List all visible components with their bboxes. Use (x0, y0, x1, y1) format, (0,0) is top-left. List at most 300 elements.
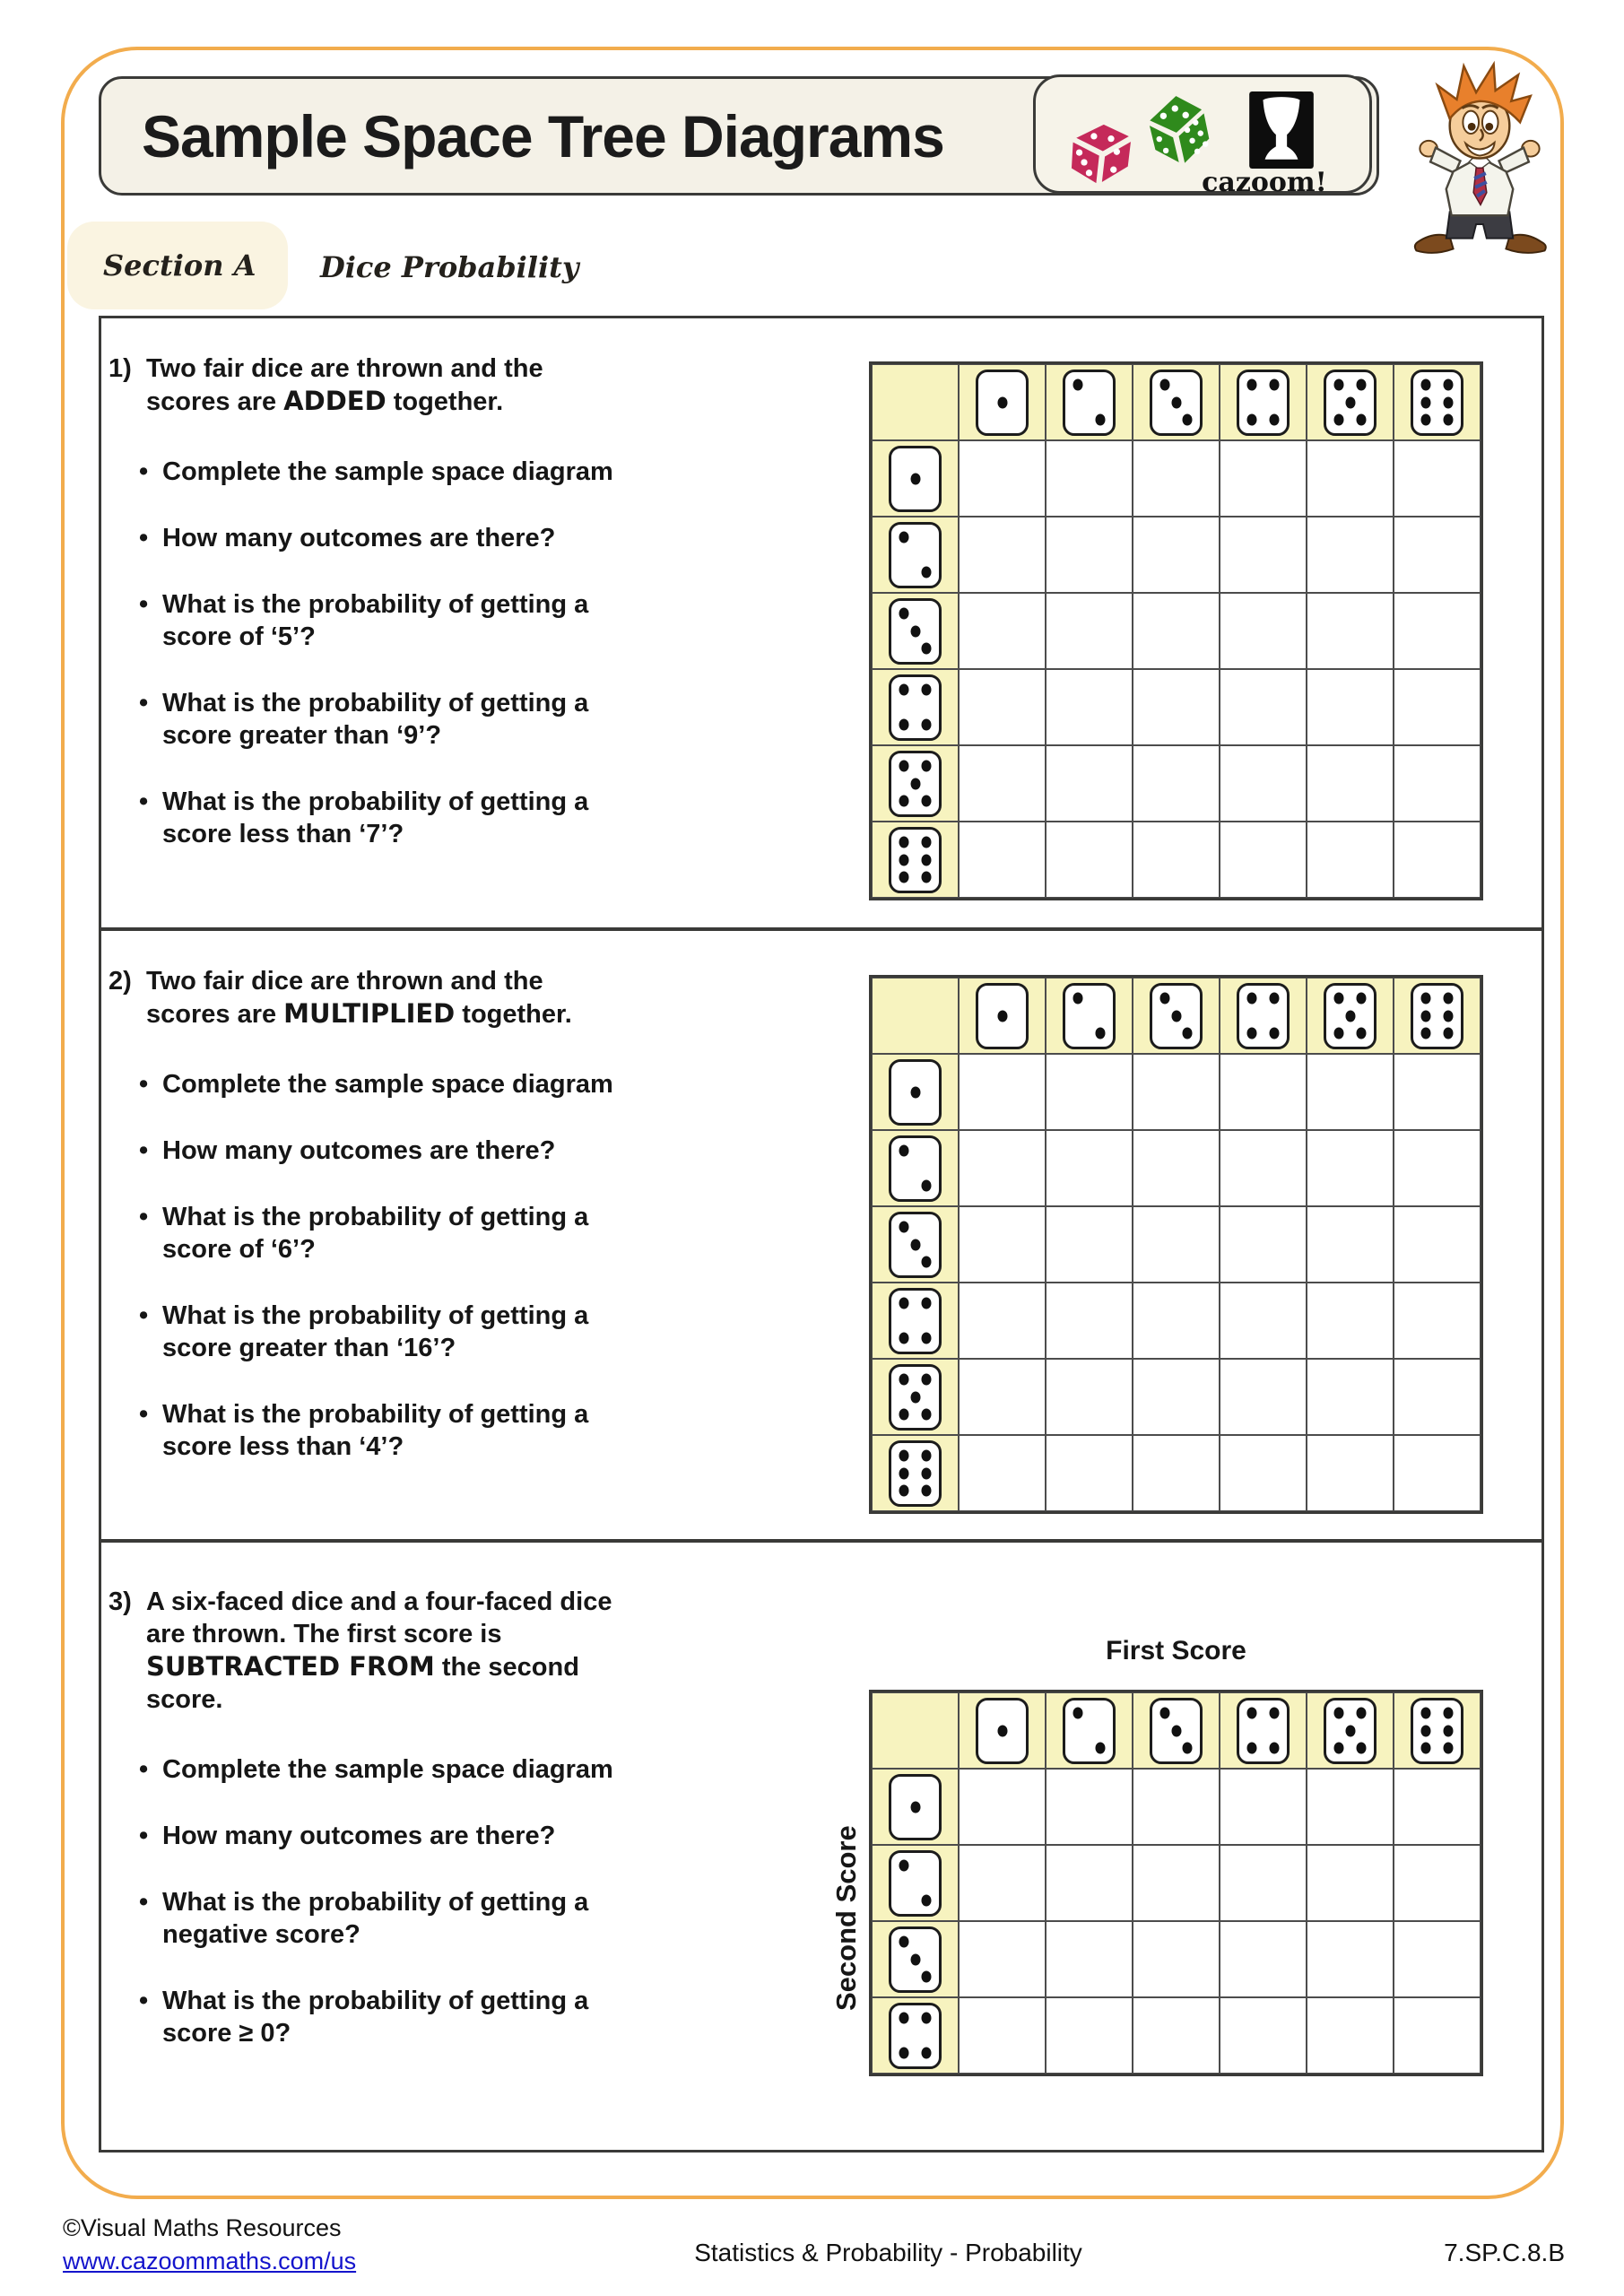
die-face-6 (1411, 983, 1463, 1049)
die-face-2 (1063, 1698, 1116, 1764)
question-text (109, 965, 656, 1497)
die-face-1 (976, 1698, 1029, 1764)
grid-answer-cell (1307, 1921, 1394, 1997)
footer-link[interactable]: www.cazoommaths.com/us (63, 2248, 357, 2274)
grid-answer-cell (959, 669, 1046, 745)
die-face-4 (889, 1288, 942, 1354)
grid-answer-cell (1046, 1769, 1133, 1845)
die-face-3 (1150, 370, 1203, 436)
die-pip (921, 642, 931, 654)
die-pip (899, 684, 909, 696)
grid-answer-cell (1046, 1997, 1133, 2074)
grid-answer-cell (1046, 1283, 1133, 1359)
grid-answer-cell (1046, 745, 1133, 822)
question-3 (101, 1543, 1541, 2150)
grid-answer-cell (1307, 1997, 1394, 2074)
die-pip (1269, 1742, 1279, 1753)
grid-answer-cell (1220, 1130, 1307, 1206)
die-pip (899, 1298, 909, 1309)
bullet-item: • What is the probability of getting a score ≥ 0? (137, 1985, 626, 2049)
die-pip (1182, 1027, 1192, 1039)
die-pip (899, 1408, 909, 1420)
grid-answer-cell (959, 1130, 1046, 1206)
grid-row-header-cell (872, 1845, 959, 1921)
grid-answer-cell (959, 1359, 1046, 1435)
grid-col-header-cell (1133, 364, 1220, 440)
die-pip (1095, 1027, 1105, 1039)
grid-answer-cell (1133, 745, 1220, 822)
die-face-3 (889, 1212, 942, 1278)
grid-answer-cell (1046, 1130, 1133, 1206)
die-pip (1160, 379, 1170, 391)
die-pip (1345, 1725, 1355, 1736)
grid-col-header-cell (1307, 364, 1394, 440)
question-stem: A six-faced dice and a four-faced dice are thrown. The first score is SUBTRACTED FROM the second score. (146, 1587, 612, 1714)
sample-space-table (869, 1690, 1483, 2076)
grid-answer-cell (1133, 1054, 1220, 1130)
die-pip (921, 1332, 931, 1344)
die-pip (1421, 1708, 1431, 1719)
die-pip (1247, 1708, 1257, 1719)
sample-space-grid-1 (869, 361, 1483, 900)
die-face-5 (1324, 1698, 1376, 1764)
grid-row-header-cell (872, 440, 959, 517)
grid-answer-cell (1046, 440, 1133, 517)
question-stem: Two fair dice are thrown and the scores are MULTIPLIED together. (146, 967, 572, 1029)
grid-answer-cell (1307, 745, 1394, 822)
sample-space-grid-3 (869, 1690, 1483, 2076)
die-pip (1443, 1027, 1453, 1039)
die-face-2 (889, 1850, 942, 1917)
bullet-item: • Complete the sample space diagram (137, 456, 626, 488)
die-pip (997, 396, 1007, 408)
die-pip (921, 1970, 931, 1982)
grid-row-header-cell (872, 669, 959, 745)
grid-answer-cell (959, 1206, 1046, 1283)
die-pip (910, 778, 920, 789)
green-die-icon (1136, 84, 1219, 174)
grid-answer-cell (1133, 1435, 1220, 1511)
die-pip (899, 1936, 909, 1948)
grid-answer-cell (959, 517, 1046, 593)
die-face-4 (1237, 983, 1290, 1049)
die-face-2 (889, 522, 942, 588)
die-pip (910, 473, 920, 484)
grid-answer-cell (1220, 745, 1307, 822)
section-label: Section A (103, 248, 256, 283)
grid-answer-cell (1394, 440, 1481, 517)
bullet-item: • Complete the sample space diagram (137, 1753, 626, 1786)
question-stem: Two fair dice are thrown and the scores are ADDED together. (146, 354, 543, 416)
grid-col-header-cell (1046, 1692, 1133, 1769)
die-face-1 (889, 1059, 942, 1126)
grid-answer-cell (1394, 822, 1481, 898)
die-face-6 (889, 1440, 942, 1507)
grid-answer-cell (1220, 1054, 1307, 1130)
die-face-5 (889, 751, 942, 817)
grid-answer-cell (959, 1997, 1046, 2074)
die-pip (1160, 1708, 1170, 1719)
grid-row-header-cell (872, 593, 959, 669)
grid-answer-cell (1394, 1054, 1481, 1130)
question-bullets (137, 1753, 626, 2049)
bullet-item: • What is the probability of getting a score greater than ‘16’? (137, 1300, 626, 1364)
die-pip (1443, 1010, 1453, 1022)
die-pip (1421, 1010, 1431, 1022)
grid-col-header-cell (959, 1692, 1046, 1769)
die-pip (921, 684, 931, 696)
die-face-4 (1237, 1698, 1290, 1764)
grid-answer-cell (1220, 822, 1307, 898)
die-pip (1334, 1742, 1344, 1753)
die-pip (1182, 1742, 1192, 1753)
die-pip (899, 1222, 909, 1233)
die-pip (1356, 379, 1366, 391)
die-face-2 (1063, 983, 1116, 1049)
die-pip (1334, 413, 1344, 425)
grid-answer-cell (1133, 1206, 1220, 1283)
die-pip (1269, 1708, 1279, 1719)
die-pip (921, 566, 931, 578)
die-pip (1247, 993, 1257, 1004)
question-bullets (137, 456, 626, 850)
grid-answer-cell (1394, 1769, 1481, 1845)
grid-answer-cell (959, 1283, 1046, 1359)
grid-answer-cell (1046, 1359, 1133, 1435)
grid-col-header-cell (1220, 364, 1307, 440)
grid-answer-cell (1133, 1283, 1220, 1359)
die-pip (1334, 1027, 1344, 1039)
die-pip (921, 1374, 931, 1386)
page-title: Sample Space Tree Diagrams (142, 102, 944, 170)
grid-answer-cell (1307, 669, 1394, 745)
question-bullets (137, 1068, 626, 1463)
questions-panel (99, 316, 1544, 2152)
grid-answer-cell (1394, 1206, 1481, 1283)
grid-answer-cell (1220, 1997, 1307, 2074)
grid-answer-cell (1133, 517, 1220, 593)
grid-answer-cell (1046, 1435, 1133, 1511)
die-pip (899, 871, 909, 883)
die-face-3 (1150, 1698, 1203, 1764)
grid-col-header-cell (1220, 1692, 1307, 1769)
grid-answer-cell (1307, 1206, 1394, 1283)
grid-answer-cell (1133, 822, 1220, 898)
grid-answer-cell (1133, 1845, 1220, 1921)
grid-answer-cell (959, 1054, 1046, 1130)
bullet-item: • What is the probability of getting a score greater than ‘9’? (137, 687, 626, 752)
grid-answer-cell (1394, 517, 1481, 593)
grid-col-header-cell (1220, 978, 1307, 1054)
grid-row-header-cell (872, 1997, 959, 2074)
grid-answer-cell (1220, 1206, 1307, 1283)
die-pip (1421, 993, 1431, 1004)
die-pip (1421, 1742, 1431, 1753)
die-pip (899, 718, 909, 730)
grid-row-header-cell (872, 1130, 959, 1206)
die-face-3 (1150, 983, 1203, 1049)
die-pip (921, 2047, 931, 2058)
die-face-1 (976, 983, 1029, 1049)
grid-answer-cell (1394, 593, 1481, 669)
die-pip (1073, 379, 1083, 391)
die-pip (1095, 1742, 1105, 1753)
question-number: 1) (109, 354, 132, 383)
die-pip (921, 854, 931, 865)
grid-answer-cell (1133, 1921, 1220, 1997)
grid-answer-cell (959, 1769, 1046, 1845)
grid-answer-cell (1046, 517, 1133, 593)
die-pip (1269, 1027, 1279, 1039)
grid-answer-cell (1220, 517, 1307, 593)
die-pip (899, 1467, 909, 1479)
die-pip (899, 532, 909, 544)
die-pip (899, 1450, 909, 1462)
grid-answer-cell (959, 745, 1046, 822)
grid-answer-cell (1394, 745, 1481, 822)
grid-answer-cell (1394, 1130, 1481, 1206)
die-pip (997, 1725, 1007, 1736)
grid-answer-cell (1307, 517, 1394, 593)
die-face-4 (889, 2003, 942, 2069)
grid-answer-cell (1394, 1283, 1481, 1359)
grid-col-header-cell (959, 364, 1046, 440)
die-face-5 (1324, 983, 1376, 1049)
bullet-item: • Complete the sample space diagram (137, 1068, 626, 1100)
grid-col-header-cell (1133, 978, 1220, 1054)
die-pip (1334, 379, 1344, 391)
die-face-4 (889, 674, 942, 741)
grid-answer-cell (1307, 1054, 1394, 1130)
die-pip (899, 1374, 909, 1386)
die-pip (899, 2013, 909, 2024)
cazoom-logo-text: cazoom! (1202, 167, 1327, 198)
cazoom-goblet-icon (1249, 91, 1314, 169)
grid-col-header-cell (1394, 364, 1481, 440)
grid-row-header-cell (872, 822, 959, 898)
grid-answer-cell (959, 1921, 1046, 1997)
die-pip (921, 1467, 931, 1479)
die-pip (910, 1086, 920, 1098)
die-pip (899, 2047, 909, 2058)
grid-answer-cell (1307, 1769, 1394, 1845)
question-2 (101, 931, 1541, 1539)
die-pip (1247, 1027, 1257, 1039)
die-pip (1356, 993, 1366, 1004)
grid-answer-cell (1046, 1054, 1133, 1130)
die-pip (921, 1484, 931, 1496)
die-pip (1421, 379, 1431, 391)
die-pip (910, 1239, 920, 1250)
grid-answer-cell (1307, 1435, 1394, 1511)
grid-answer-cell (1133, 1359, 1220, 1435)
die-pip (921, 761, 931, 772)
die-pip (921, 1450, 931, 1462)
grid-answer-cell (1307, 440, 1394, 517)
grid-answer-cell (1307, 1130, 1394, 1206)
die-face-3 (889, 598, 942, 665)
grid-corner-cell (872, 1692, 959, 1769)
die-pip (1160, 993, 1170, 1004)
grid-answer-cell (1220, 1283, 1307, 1359)
grid-answer-cell (1046, 1845, 1133, 1921)
question-text (109, 1586, 656, 2083)
grid-answer-cell (1307, 1359, 1394, 1435)
die-pip (1443, 379, 1453, 391)
grid-answer-cell (1133, 1997, 1220, 2074)
die-pip (1443, 1708, 1453, 1719)
first-score-label: First Score (1106, 1636, 1246, 1665)
die-face-6 (1411, 370, 1463, 436)
bullet-item: • What is the probability of getting a score of ‘6’? (137, 1201, 626, 1265)
section-tab (67, 222, 288, 309)
grid-answer-cell (1046, 593, 1133, 669)
die-pip (1421, 413, 1431, 425)
die-pip (1247, 1742, 1257, 1753)
die-pip (1421, 396, 1431, 408)
die-pip (1171, 1010, 1181, 1022)
die-pip (910, 1801, 920, 1813)
die-pip (1345, 1010, 1355, 1022)
grid-answer-cell (959, 1845, 1046, 1921)
sample-space-grid-2 (869, 975, 1483, 1514)
grid-answer-cell (1220, 440, 1307, 517)
die-pip (921, 1408, 931, 1420)
die-pip (899, 854, 909, 865)
grid-row-header-cell (872, 1921, 959, 1997)
grid-answer-cell (1220, 593, 1307, 669)
die-pip (997, 1010, 1007, 1022)
die-face-2 (889, 1135, 942, 1202)
die-pip (1247, 413, 1257, 425)
footer-copyright: ©Visual Maths Resources (63, 2214, 342, 2241)
bullet-item: • What is the probability of getting a score of ‘5’? (137, 588, 626, 653)
grid-answer-cell (1046, 1921, 1133, 1997)
grid-col-header-cell (1133, 1692, 1220, 1769)
die-pip (921, 2013, 931, 2024)
die-pip (1247, 379, 1257, 391)
grid-answer-cell (1220, 1435, 1307, 1511)
grid-answer-cell (1220, 1769, 1307, 1845)
die-pip (921, 1298, 931, 1309)
die-pip (899, 837, 909, 848)
die-pip (1356, 1742, 1366, 1753)
die-pip (1443, 1742, 1453, 1753)
die-pip (1443, 993, 1453, 1004)
die-pip (899, 1332, 909, 1344)
grid-answer-cell (1220, 1921, 1307, 1997)
die-face-6 (889, 827, 942, 893)
die-pip (899, 761, 909, 772)
grid-col-header-cell (1307, 978, 1394, 1054)
grid-answer-cell (1133, 1769, 1220, 1845)
bullet-item: • How many outcomes are there? (137, 1135, 626, 1167)
grid-row-header-cell (872, 1359, 959, 1435)
die-pip (899, 608, 909, 620)
grid-answer-cell (1220, 669, 1307, 745)
grid-answer-cell (1220, 1845, 1307, 1921)
die-pip (1345, 396, 1355, 408)
grid-corner-cell (872, 364, 959, 440)
grid-row-header-cell (872, 1206, 959, 1283)
die-pip (921, 718, 931, 730)
die-pip (1356, 1708, 1366, 1719)
die-pip (1421, 1027, 1431, 1039)
die-pip (1356, 1027, 1366, 1039)
grid-answer-cell (1394, 1997, 1481, 2074)
grid-col-header-cell (1307, 1692, 1394, 1769)
grid-row-header-cell (872, 1769, 959, 1845)
die-face-1 (889, 446, 942, 512)
logo-box (1033, 74, 1372, 198)
section-topic: Dice Probability (320, 250, 579, 284)
die-face-5 (1324, 370, 1376, 436)
die-pip (910, 1953, 920, 1965)
question-number: 3) (109, 1587, 132, 1616)
die-pip (899, 795, 909, 806)
grid-row-header-cell (872, 745, 959, 822)
die-pip (921, 837, 931, 848)
die-pip (921, 1179, 931, 1191)
grid-answer-cell (959, 593, 1046, 669)
die-pip (1171, 396, 1181, 408)
die-face-5 (889, 1364, 942, 1431)
grid-answer-cell (1133, 593, 1220, 669)
grid-col-header-cell (1046, 978, 1133, 1054)
footer-topic: Statistics & Probability - Probability (694, 2239, 1082, 2266)
grid-answer-cell (1394, 1435, 1481, 1511)
grid-answer-cell (1307, 1283, 1394, 1359)
die-pip (899, 1484, 909, 1496)
sample-space-table (869, 361, 1483, 900)
die-pip (1269, 413, 1279, 425)
grid-row-header-cell (872, 1435, 959, 1511)
die-pip (1443, 413, 1453, 425)
grid-col-header-cell (959, 978, 1046, 1054)
die-pip (1182, 413, 1192, 425)
die-pip (910, 1391, 920, 1403)
second-score-label: Second Score (830, 1825, 862, 2012)
die-pip (921, 795, 931, 806)
grid-row-header-cell (872, 517, 959, 593)
die-pip (921, 1256, 931, 1267)
die-face-2 (1063, 370, 1116, 436)
die-face-4 (1237, 370, 1290, 436)
footer-standard-code: 7.SP.C.8.B (1444, 2239, 1565, 2266)
grid-row-header-cell (872, 1054, 959, 1130)
grid-answer-cell (1394, 1845, 1481, 1921)
grid-answer-cell (1220, 1359, 1307, 1435)
sample-space-table (869, 975, 1483, 1514)
bullet-item: • What is the probability of getting a score less than ‘4’? (137, 1398, 626, 1463)
die-face-6 (1411, 1698, 1463, 1764)
die-face-3 (889, 1926, 942, 1993)
grid-answer-cell (1133, 440, 1220, 517)
die-pip (1356, 413, 1366, 425)
die-pip (1443, 396, 1453, 408)
grid-answer-cell (959, 822, 1046, 898)
bullet-item: • What is the probability of getting a negative score? (137, 1886, 626, 1951)
bullet-item: • How many outcomes are there? (137, 1820, 626, 1852)
grid-answer-cell (1307, 822, 1394, 898)
bullet-item: • How many outcomes are there? (137, 522, 626, 554)
grid-answer-cell (1133, 1130, 1220, 1206)
grid-col-header-cell (1394, 978, 1481, 1054)
grid-answer-cell (1394, 1359, 1481, 1435)
die-face-1 (889, 1774, 942, 1840)
bullet-item: • What is the probability of getting a score less than ‘7’? (137, 786, 626, 850)
grid-corner-cell (872, 978, 959, 1054)
